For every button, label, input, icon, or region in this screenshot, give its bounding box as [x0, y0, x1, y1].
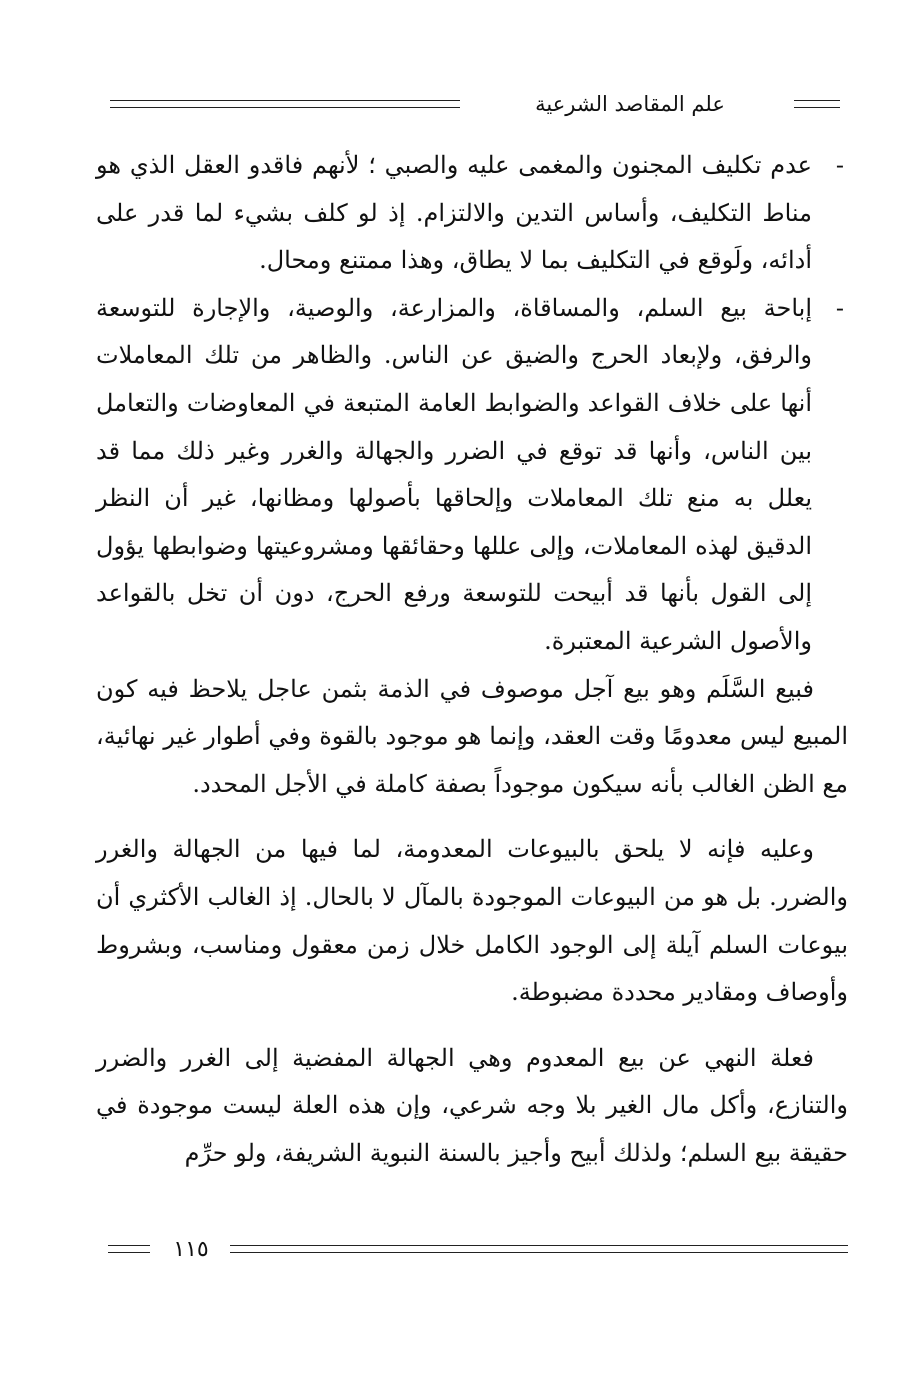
page-body: [96, 142, 848, 1177]
bullet-dash: -: [835, 151, 844, 179]
page-number: ١١٥: [173, 1237, 209, 1262]
paragraph: فبيع السَّلَم وهو بيع آجل موصوف في الذمة بثمن عاجل يلاحظ فيه كون المبيع ليس معدومًا وقت العقد، وإنما هو موجود بالقوة وفي أطوار غير نهائية، مع الظن الغالب بأنه سيكون موجوداً بصفة كاملة في الأجل المحدد.: [96, 674, 848, 798]
bullet-dash: -: [835, 293, 844, 322]
running-header-title: علم المقاصد الشرعية: [535, 92, 725, 116]
header-rule-long: [110, 100, 460, 108]
footer-rule-long: [230, 1245, 848, 1253]
bullet-item: [96, 285, 848, 666]
paragraph: فعلة النهي عن بيع المعدوم وهي الجهالة المفضية إلى الغرر والضرر والتنازع، وأكل مال الغير بلا وجه شرعي، وإن هذه العلة ليست موجودة في حقيقة بيع السلم؛ ولذلك أبيح وأجيز بالسنة النبوية الشريفة، ولو حرِّم: [96, 1043, 848, 1167]
footer-rule-short: [108, 1245, 150, 1253]
paragraph: وعليه فإنه لا يلحق بالبيوعات المعدومة، لما فيها من الجهالة والغرر والضرر. بل هو من البيوعات الموجودة بالمآل لا بالحال. إذ الغالب الأكثري أن بيوعات السلم آيلة إلى الوجود الكامل خلال زمن معقول ومناسب، وبشروط وأوصاف ومقادير محددة مضبوطة.: [96, 835, 848, 1007]
bullet-item: [96, 142, 848, 285]
bullet-text: إباحة بيع السلم، والمساقاة، والمزارعة، والوصية، والإجارة للتوسعة والرفق، ولإبعاد الحرج والضيق عن الناس. والظاهر من تلك المعاملات أنها على خلاف القواعد والضوابط العامة المتبعة في المعاوضات والتعامل بين الناس، وأنها قد توقع في الضرر والجهالة والغرر وغير ذلك مما قد يعلل به منع تلك المعاملات وإلحاقها بأصولها ومظانها، غير أن النظر الدقيق لهذه المعاملات، وإلى عللها وحقائقها ومشروعيتها وضوابطها يؤول إلى القول بأنها قد أبيحت للتوسعة ورفع الحرج، دون أن تخل بالقواعد والأصول الشرعية المعتبرة.: [96, 293, 812, 655]
page-footer: [108, 1230, 848, 1270]
running-header: [110, 86, 840, 122]
header-rule-short: [794, 100, 840, 108]
bullet-text: عدم تكليف المجنون والمغمى عليه والصبي ؛ لأنهم فاقدو العقل الذي هو مناط التكليف، وأساس التدين والالتزام. إذ لو كلف بشيء لما قدر على أدائه، ولَوقع في التكليف بما لا يطاق، وهذا ممتنع ومحال.: [96, 151, 812, 275]
